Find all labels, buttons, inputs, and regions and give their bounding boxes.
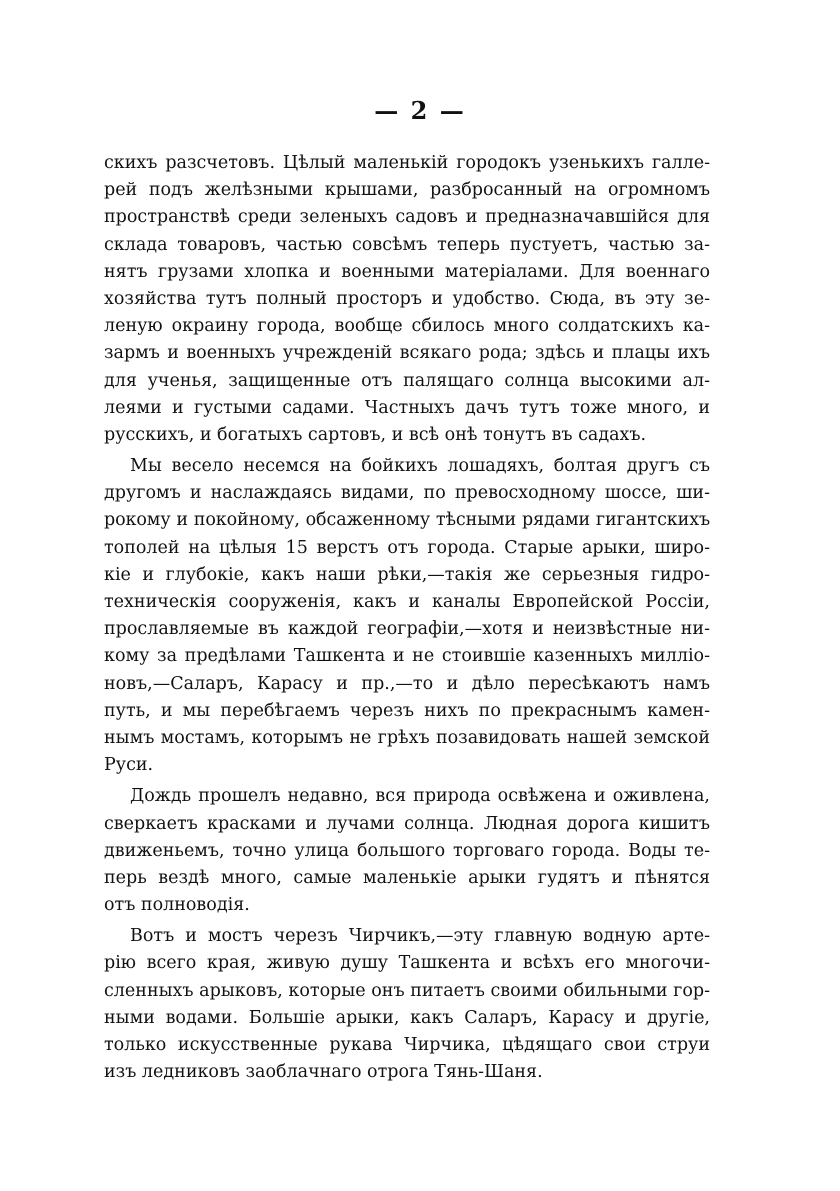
page-number: — 2 —: [374, 96, 466, 125]
text-line: Дождь прошелъ недавно, вся природа освѣжена и оживлена,: [130, 786, 710, 807]
text-line: ными водами. Большіе арыки, какъ Саларъ, Карасу и другіе,: [104, 1007, 710, 1028]
text-line: склада товаровъ, частью совсѣмъ теперь пустуетъ, частью за-: [104, 234, 710, 255]
text-line: русскихъ, и богатыхъ сартовъ, и всѣ онѣ тонутъ въ садахъ.: [104, 424, 647, 445]
text-line: рокому и покойному, обсаженному тѣсными рядами гигантскихъ: [104, 510, 710, 531]
body-text: [104, 150, 710, 1090]
text-line: кіе и глубокіе, какъ наши рѣки,—такія же серьезныя гидро-: [104, 564, 710, 585]
text-line: сленныхъ арыковъ, которые онъ питаетъ своими обильными гор-: [104, 980, 710, 1001]
text-line: леную окраину города, вообще сбилось много солдатскихъ ка-: [104, 316, 710, 337]
text-line: Руси.: [104, 755, 154, 776]
text-line: новъ,—Саларъ, Карасу и пр.,—то и дѣло пересѣкаютъ намъ: [104, 673, 710, 694]
text-line: для ученья, защищенные отъ палящаго солнца высокими ал-: [104, 370, 710, 391]
text-line: изъ ледниковъ заоблачнаго отрога Тянь-Шаня.: [104, 1062, 543, 1083]
text-line: леями и густыми садами. Частныхъ дачъ тутъ тоже много, и: [104, 397, 710, 418]
text-line: скихъ разсчетовъ. Цѣлый маленькій городокъ узенькихъ галле-: [104, 153, 710, 173]
text-line: кому за предѣлами Ташкента и не стоившіе казенныхъ милліо-: [104, 646, 710, 667]
text-line: отъ полноводія.: [104, 895, 250, 916]
text-line: Мы весело несемся на бойкихъ лошадяхъ, болтая другъ съ: [130, 456, 710, 477]
text-line: пространствѣ среди зеленыхъ садовъ и предназначавшійся для: [104, 207, 710, 228]
text-line: техническія сооруженія, какъ и каналы Европейской Россіи,: [104, 592, 710, 612]
paragraph-3: [104, 783, 710, 919]
paragraph-1: [104, 150, 710, 449]
text-line: прославляемые въ каждой географіи,—хотя и неизвѣстные ни-: [104, 619, 710, 640]
text-line: тополей на цѣлыя 15 верстъ отъ города. Старые арыки, широ-: [104, 537, 710, 558]
text-line: перь вездѣ много, самые маленькіе арыки гудятъ и пѣнятся: [104, 867, 710, 888]
paragraph-4: [104, 923, 710, 1086]
text-line: Вотъ и мостъ черезъ Чирчикъ,—эту главную водную арте-: [130, 926, 710, 947]
text-line: нятъ грузами хлопка и военными матеріалами. Для военнаго: [104, 261, 710, 282]
text-line: сверкаетъ красками и лучами солнца. Людная дорога кишитъ: [104, 813, 710, 834]
text-line: путь, и мы перебѣгаемъ черезъ нихъ по прекраснымъ камен-: [104, 700, 710, 721]
text-line: рію всего края, живую душу Ташкента и всѣхъ его многочи-: [104, 953, 710, 974]
paragraph-2: [104, 453, 710, 779]
text-line: зармъ и военныхъ учрежденій всякаго рода; здѣсь и плацы ихъ: [104, 343, 710, 364]
text-line: только искусственные рукава Чирчика, цѣдящаго свои струи: [104, 1035, 710, 1055]
text-line: движеньемъ, точно улица большого торговаго города. Воды те-: [104, 840, 710, 861]
text-line: рей подъ желѣзными крышами, разбросанный на огромномъ: [104, 180, 710, 201]
text-line: нымъ мостамъ, которымъ не грѣхъ позавидовать нашей земской: [104, 727, 710, 748]
text-line: другомъ и наслаждаясь видами, по превосходному шоссе, ши-: [104, 483, 710, 504]
text-line: хозяйства тутъ полный просторъ и удобство. Сюда, въ эту зе-: [104, 288, 710, 309]
